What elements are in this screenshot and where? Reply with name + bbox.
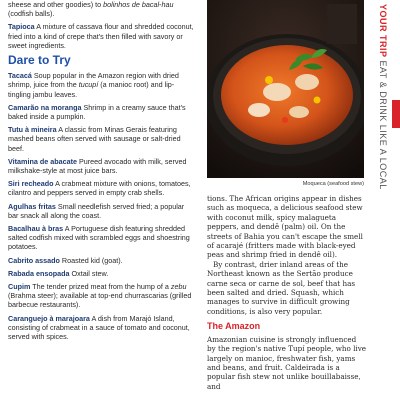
side-tab-label-b: EAT & DRINK LIKE A LOCAL — [378, 60, 388, 190]
intro-text: sheese and other goodies) to — [8, 0, 104, 9]
section-heading: Dare to Try — [8, 53, 71, 68]
tapioca-paragraph — [8, 22, 196, 50]
dish-name: Tacacá — [8, 71, 32, 81]
dish-description: Soup popular in the Amazon region with dried shrimp, juice from the — [8, 71, 179, 90]
side-tab-marker — [392, 100, 400, 128]
dish-description-2: (Brahma steer); available at top-end churrascarias (grilled barbecue restaurants). — [8, 291, 192, 310]
dish-list — [8, 71, 196, 341]
dish-entry — [8, 202, 196, 220]
dish-entry — [8, 256, 196, 265]
dish-entry — [8, 282, 196, 310]
moqueca-photo — [207, 0, 364, 178]
dish-description: A classic from Minas Gerais featuring mashed beans often served with sausage or salt-dried beef. — [8, 125, 181, 153]
photo-caption: Moqueca (seafood stew) — [302, 181, 364, 187]
dish-name: Camarão na moranga — [8, 102, 82, 112]
dish-name: Siri recheado — [8, 179, 54, 189]
dish-description: Pureed avocado with milk, served milkshake-style at most juice bars. — [8, 156, 187, 176]
dish-name: Agulhas fritas — [8, 201, 56, 211]
dish-description: Oxtail stew. — [69, 268, 109, 278]
side-tab-label-a: YOUR TRIP — [378, 4, 388, 58]
dish-italic-term: tucupí — [78, 80, 99, 90]
dish-name: Cupim — [8, 282, 31, 292]
dish-description: A Portuguese dish featuring shredded salted codfish mixed with scrambled eggs and shoestring potatoes. — [8, 224, 190, 252]
left-column — [8, 0, 196, 400]
dish-entry — [8, 314, 196, 342]
tapioca-text: A mixture of cassava flour and shredded coconut, fried into a kind of crepe that's then filled with savory or sweet ingredients. — [8, 22, 194, 50]
intro-italic: bolinhos de bacal- — [103, 0, 162, 9]
dish-description: A dish from Marajó Island, consisting of crabmeat in a sauce of tomato and coconut, served with spices. — [8, 313, 190, 342]
dish-description-2: (a manioc root) and lip-tingling jambu leaves. — [8, 80, 175, 99]
photo-illustration — [207, 0, 364, 178]
intro-paragraph — [8, 0, 196, 18]
dish-name: Tutu à mineira — [8, 125, 57, 135]
right-paragraph-1: tions. The African origins appear in dishes such as moqueca, a delicious seafood stew with coconut milk, spicy malagueta peppers, and dendê (palm) oil. On the streets of Bahia you can't escape the smell of acarajé (fritters made with black-eyed peas and shrimp fried in dendê oil). — [207, 194, 363, 260]
right-column — [207, 194, 367, 400]
dish-description: The tender prized meat from the hump of a — [30, 282, 171, 292]
dish-description: Roasted kid (goat). — [59, 255, 123, 265]
dish-name: Rabada ensopada — [8, 268, 70, 278]
dish-description: Shrimp in a creamy sauce that's baked inside a pumpkin. — [8, 102, 186, 122]
right-paragraph-3: Amazonian cuisine is strongly influenced by the region's native Tupí people, who live largely on manioc, freshwater fish, yams and beans, and fruit. Caldeirada is a popular fish stew not unlike bouillabaisse, and — [207, 334, 367, 391]
tapioca-term: Tapioca — [8, 22, 35, 32]
intro-italic-2: hau — [161, 0, 174, 9]
dish-description: Small needlefish served fried; a popular bar snack all along the coast. — [8, 201, 185, 220]
dish-entry — [8, 71, 196, 99]
dish-name: Caranguejo à marajoara — [8, 313, 90, 323]
dish-entry — [8, 103, 196, 121]
dish-entry — [8, 157, 196, 175]
dish-italic-term: zebu — [170, 282, 187, 292]
dish-description: A crabmeat mixture with onions, tomatoes, cilantro and peppers served in empty crab shells. — [8, 179, 191, 198]
amazon-subheading: The Amazon — [207, 321, 261, 332]
dish-entry — [8, 179, 196, 197]
dish-name: Vitamina de abacate — [8, 156, 77, 166]
dish-name: Bacalhau à bras — [8, 224, 64, 234]
intro-text-2: (codfish balls). — [8, 9, 55, 19]
right-paragraph-2: By contrast, drier inland areas of the Northeast known as the Sertão produce carne seca or carne de sol, beef that has been salted and dried. Squash, which manages to survive in difficult growing conditions, is also very popular. — [207, 259, 356, 316]
dish-entry — [8, 224, 196, 252]
side-tab-label — [372, 4, 388, 224]
dish-entry — [8, 125, 196, 153]
dish-name: Cabrito assado — [8, 255, 60, 265]
dish-entry — [8, 269, 196, 278]
